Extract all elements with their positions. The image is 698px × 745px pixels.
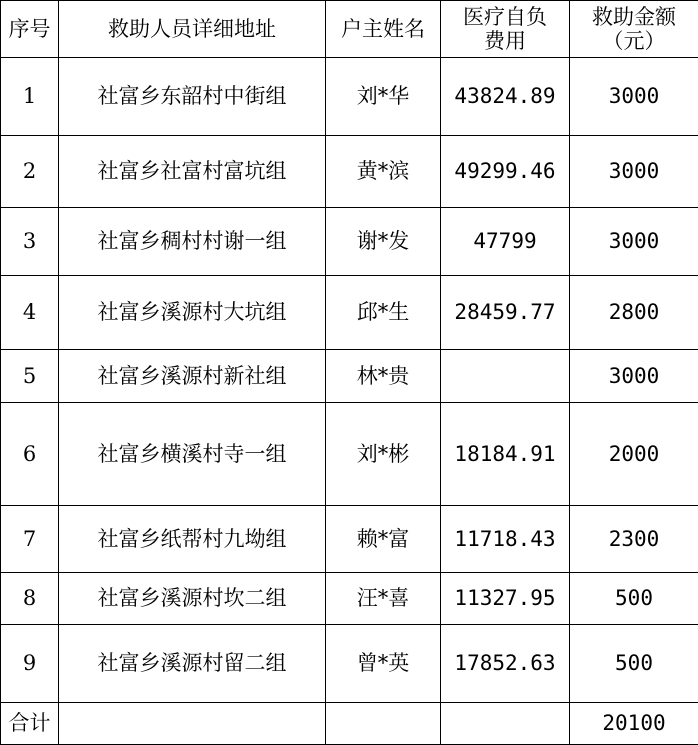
cell-amount: 2000: [570, 403, 698, 506]
header-seq: 序号: [1, 1, 59, 58]
cell-seq: 1: [1, 58, 59, 136]
cell-medical: 49299.46: [441, 136, 570, 208]
total-label: 合计: [1, 703, 59, 745]
cell-name: 邱*生: [326, 276, 441, 350]
header-name: 户主姓名: [326, 1, 441, 58]
cell-name: 赖*富: [326, 506, 441, 573]
table-row: [1, 403, 698, 506]
table-row: [1, 58, 698, 136]
header-medical-line1: 医疗自负: [463, 5, 547, 29]
cell-amount: 500: [570, 573, 698, 625]
cell-name: 刘*彬: [326, 403, 441, 506]
cell-address: 社富乡溪源村新社组: [59, 350, 326, 403]
cell-amount: 3000: [570, 136, 698, 208]
cell-name: 曾*英: [326, 625, 441, 703]
cell-amount: 2800: [570, 276, 698, 350]
header-medical-cost: [441, 1, 570, 58]
total-empty-address: [59, 703, 326, 745]
header-amount-line1: 救助金额: [592, 5, 676, 29]
table-row: [1, 506, 698, 573]
cell-medical: 11327.95: [441, 573, 570, 625]
header-medical-line2: 费用: [484, 29, 526, 53]
cell-address: 社富乡溪源村大坑组: [59, 276, 326, 350]
cell-seq: 8: [1, 573, 59, 625]
table-row: [1, 208, 698, 276]
cell-seq: 2: [1, 136, 59, 208]
cell-address: 社富乡横溪村寺一组: [59, 403, 326, 506]
cell-medical: 43824.89: [441, 58, 570, 136]
header-address: 救助人员详细地址: [59, 1, 326, 58]
table-row: [1, 625, 698, 703]
cell-name: 汪*喜: [326, 573, 441, 625]
cell-name: 刘*华: [326, 58, 441, 136]
cell-amount: 3000: [570, 208, 698, 276]
cell-address: 社富乡东韶村中街组: [59, 58, 326, 136]
table-row: [1, 276, 698, 350]
cell-amount: 500: [570, 625, 698, 703]
table-row: [1, 573, 698, 625]
total-row: [1, 703, 698, 745]
total-empty-medical: [441, 703, 570, 745]
cell-seq: 6: [1, 403, 59, 506]
total-amount: 20100: [570, 703, 698, 745]
header-amount-line2: （元）: [603, 29, 666, 53]
cell-name: 黄*滨: [326, 136, 441, 208]
cell-address: 社富乡稠村村谢一组: [59, 208, 326, 276]
cell-medical: 28459.77: [441, 276, 570, 350]
cell-seq: 7: [1, 506, 59, 573]
cell-seq: 3: [1, 208, 59, 276]
cell-address: 社富乡纸帮村九坳组: [59, 506, 326, 573]
cell-medical: 18184.91: [441, 403, 570, 506]
cell-seq: 5: [1, 350, 59, 403]
cell-medical: 17852.63: [441, 625, 570, 703]
cell-amount: 3000: [570, 58, 698, 136]
cell-medical: 47799: [441, 208, 570, 276]
cell-name: 谢*发: [326, 208, 441, 276]
table-row: [1, 136, 698, 208]
cell-name: 林*贵: [326, 350, 441, 403]
table-row: [1, 350, 698, 403]
cell-address: 社富乡溪源村坎二组: [59, 573, 326, 625]
cell-address: 社富乡社富村富坑组: [59, 136, 326, 208]
cell-amount: 3000: [570, 350, 698, 403]
cell-medical: 11718.43: [441, 506, 570, 573]
cell-seq: 4: [1, 276, 59, 350]
cell-medical: [441, 350, 570, 403]
header-row: [1, 1, 698, 58]
total-empty-name: [326, 703, 441, 745]
header-relief-amount: [570, 1, 698, 58]
cell-amount: 2300: [570, 506, 698, 573]
cell-seq: 9: [1, 625, 59, 703]
cell-address: 社富乡溪源村留二组: [59, 625, 326, 703]
